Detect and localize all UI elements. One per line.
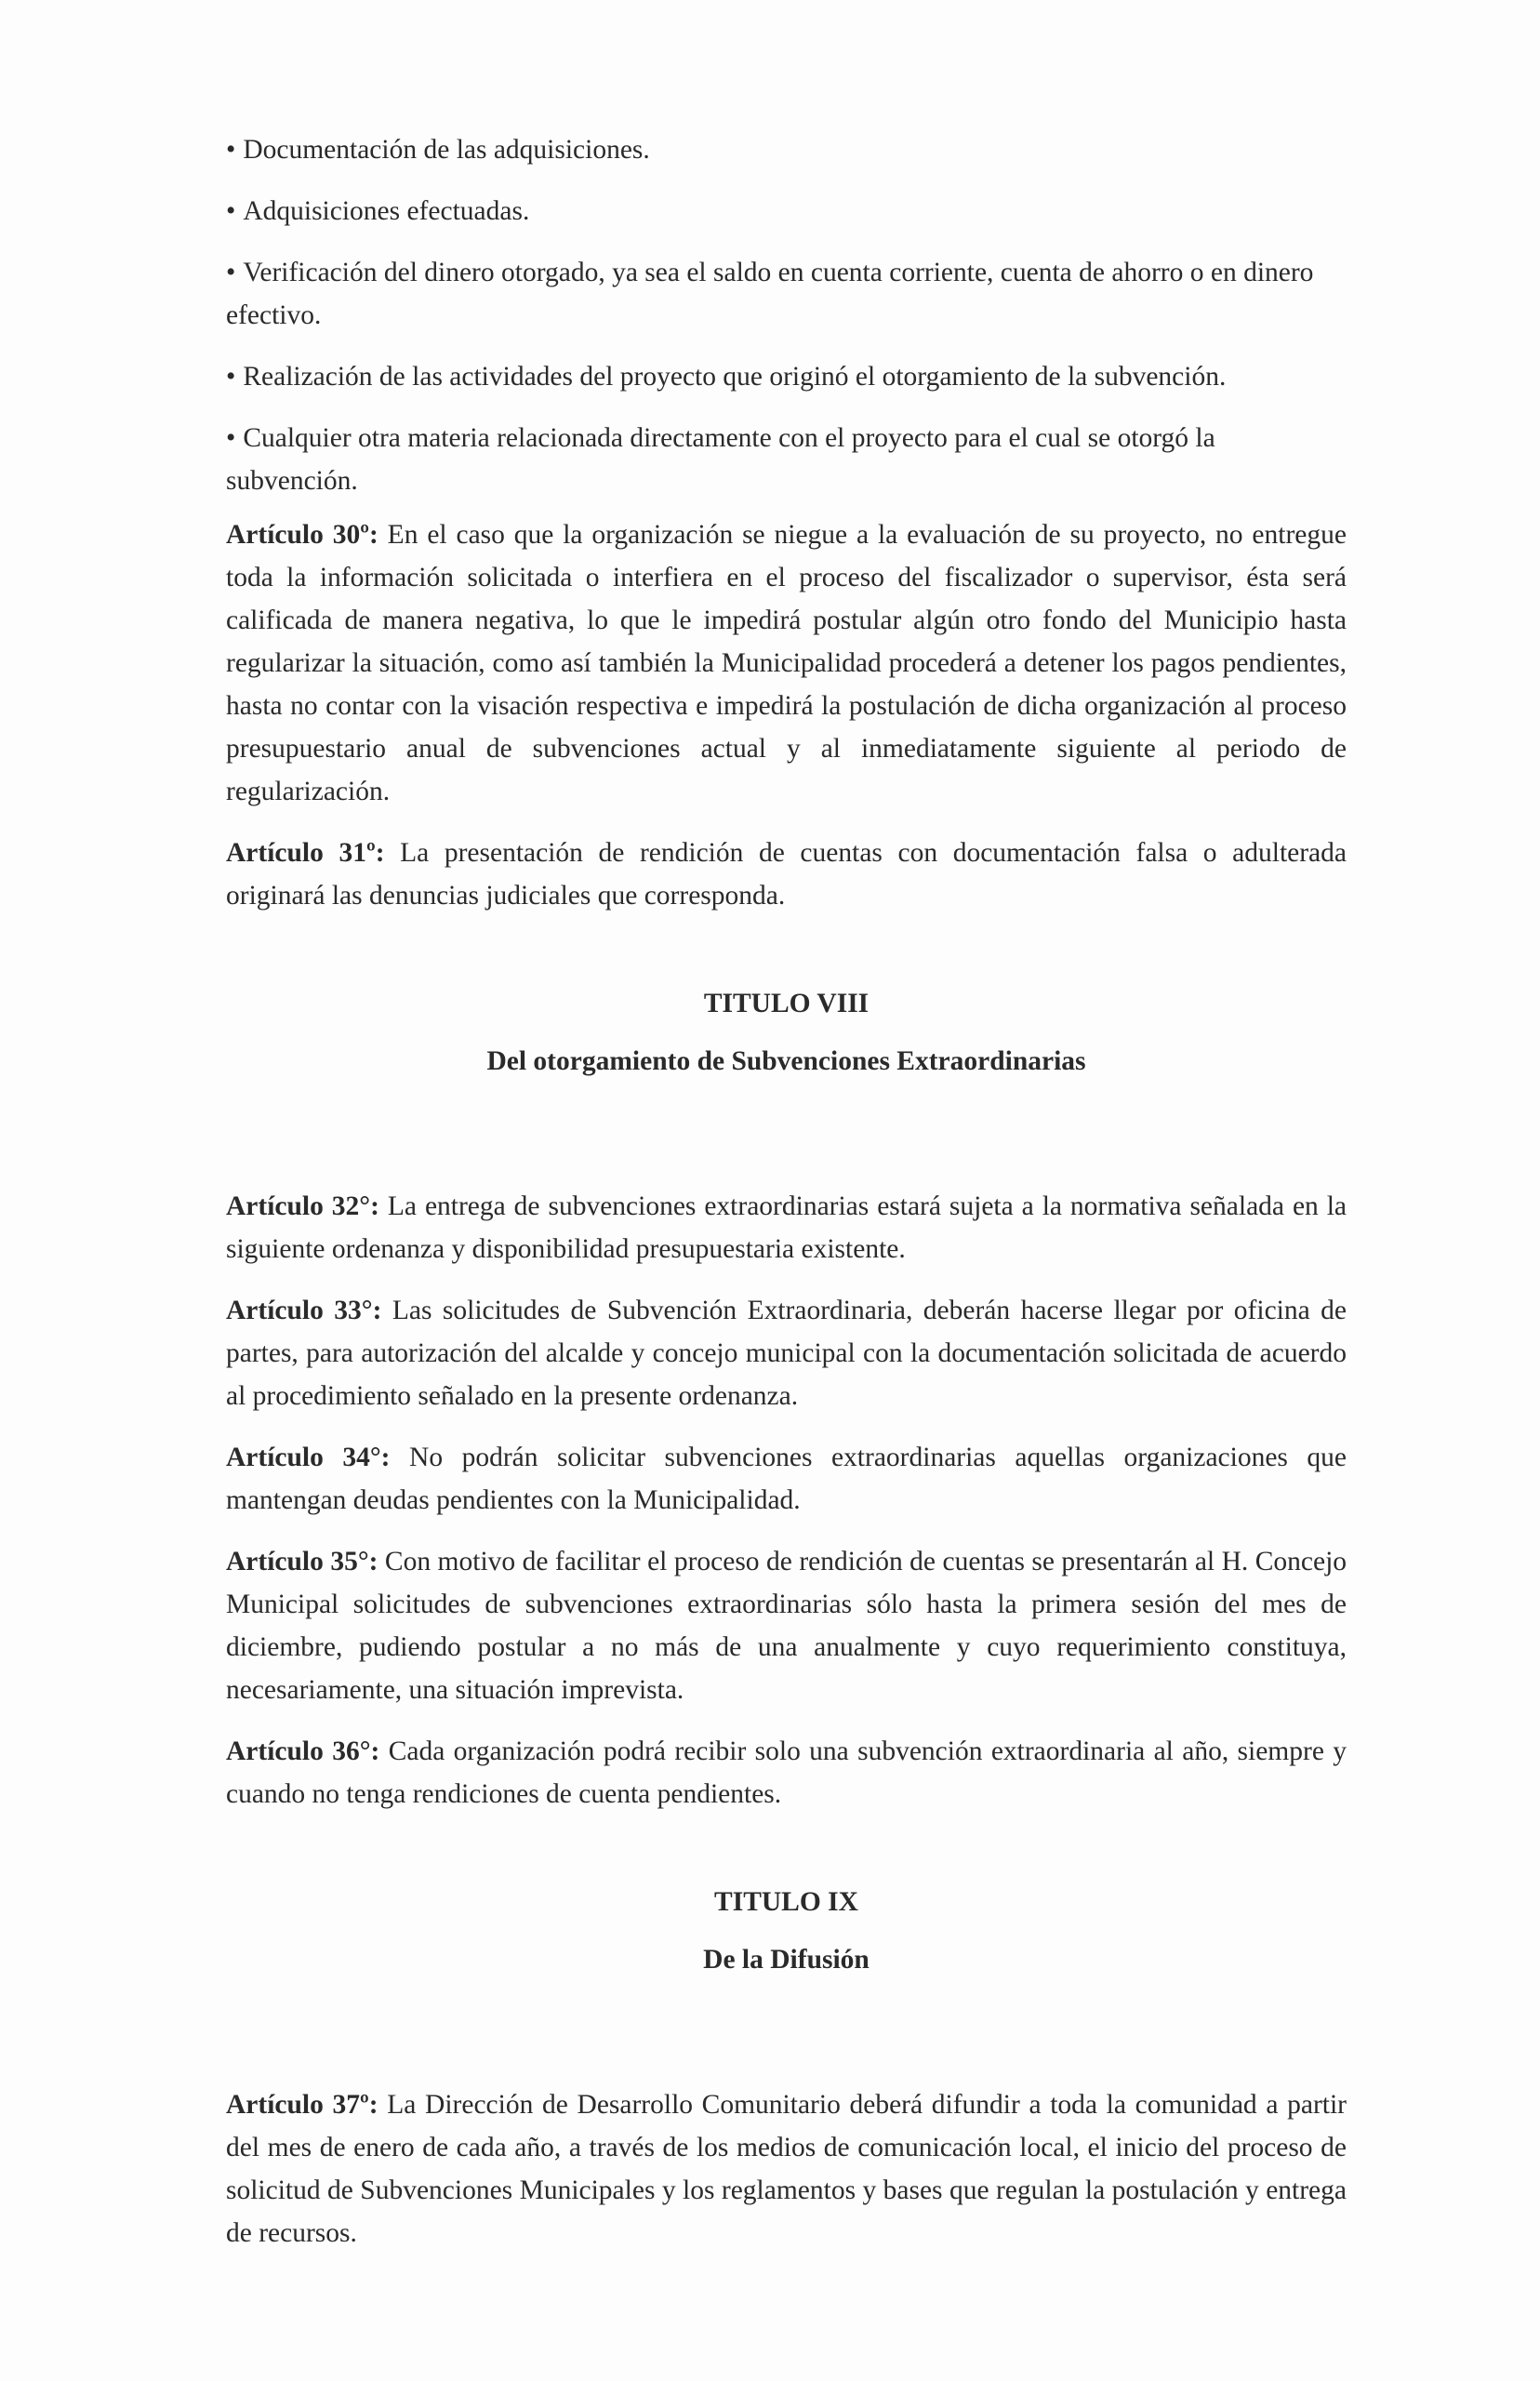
article-34	[226, 1436, 1347, 1522]
article-label: Artículo 30º:	[226, 520, 378, 550]
list-item-text: Adquisiciones efectuadas.	[243, 196, 530, 226]
list-item	[226, 190, 1347, 233]
article-text: La entrega de subvenciones extraordinarias estará sujeta a la normativa señalada en la siguiente ordenanza y disponibilidad presupuestaria existente.	[226, 1191, 1348, 1264]
list-item	[226, 251, 1347, 337]
article-33	[226, 1289, 1347, 1417]
bullet-icon: •	[226, 196, 236, 226]
article-text: La presentación de rendición de cuentas con documentación falsa o adulterada originará las denuncias judiciales que corresponda.	[226, 838, 1347, 911]
article-text: Con motivo de facilitar el proceso de rendición de cuentas se presentarán al H. Concejo Municipal solicitudes de subvenciones extraordinarias sólo hasta la primera sesión del mes de diciembre, pudiendo postular a no más de una anualmente y cuyo requerimiento constituya, necesariamente, una situación imprevista.	[226, 1547, 1348, 1705]
list-item-text: Documentación de las adquisiciones.	[243, 135, 650, 165]
article-label: Artículo 36°:	[226, 1736, 380, 1766]
article-label: Artículo 37º:	[226, 2090, 378, 2120]
section-title: TITULO VIII	[703, 989, 870, 1018]
article-35	[226, 1540, 1347, 1711]
list-item-text: Verificación del dinero otorgado, ya sea el saldo en cuenta corriente, cuenta de ahorro o en dinero efectivo.	[226, 258, 1314, 330]
list-item	[226, 417, 1347, 502]
article-text: Cada organización podrá recibir solo una subvención extraordinaria al año, siempre y cuando no tenga rendiciones de cuenta pendientes.	[226, 1736, 1348, 1809]
article-text: No podrán solicitar subvenciones extraordinarias aquellas organizaciones que mantengan deudas pendientes con la Municipalidad.	[226, 1443, 1348, 1515]
article-36	[226, 1730, 1347, 1816]
article-37	[226, 2083, 1347, 2255]
list-item	[226, 355, 1347, 398]
document-body	[226, 128, 1347, 2273]
bullet-icon: •	[226, 423, 236, 453]
article-text: La Dirección de Desarrollo Comunitario deberá difundir a toda la comunidad a partir del mes de enero de cada año, a través de los medios de comunicación local, el inicio del proceso de solicitud de Subvenciones Municipales y los reglamentos y bases que regulan la postulación y entrega de recursos.	[226, 2090, 1347, 2248]
bullet-icon: •	[226, 362, 236, 392]
bullet-icon: •	[226, 258, 236, 287]
list-item-text: Cualquier otra materia relacionada directamente con el proyecto para el cual se otorgó la subvención.	[226, 423, 1215, 496]
section-subtitle: De la Difusión	[703, 1945, 870, 1975]
section-title: TITULO IX	[714, 1887, 858, 1917]
article-text: En el caso que la organización se niegue a la evaluación de su proyecto, no entregue toda la información solicitada o interfiera en el proceso del fiscalizador o supervisor, ésta será calificada de manera negativa, lo que le impedirá postular algún otro fondo del Municipio hasta regularizar la situación, como así también la Municipalidad procederá a detener los pagos pendientes, hasta no contar con la visación respectiva e impedirá la postulación de dicha organización al proceso presupuestario anual de subvenciones actual y al inmediatamente siguiente al periodo de regularización.	[226, 520, 1347, 806]
article-30	[226, 513, 1347, 813]
section-heading-titulo-viii	[226, 982, 1347, 1083]
article-label: Artículo 35°:	[226, 1547, 378, 1576]
bullet-list	[226, 128, 1347, 502]
article-label: Artículo 33°:	[226, 1296, 382, 1325]
article-label: Artículo 34°:	[226, 1443, 391, 1472]
article-label: Artículo 31º:	[226, 838, 385, 868]
section-subtitle: Del otorgamiento de Subvenciones Extraordinarias	[486, 1046, 1086, 1076]
article-31	[226, 831, 1347, 917]
bullet-icon: •	[226, 135, 236, 165]
section-heading-titulo-ix	[226, 1881, 1347, 1981]
article-label: Artículo 32°:	[226, 1191, 379, 1221]
list-item	[226, 128, 1347, 171]
list-item-text: Realización de las actividades del proyecto que originó el otorgamiento de la subvención.	[243, 362, 1227, 392]
article-32	[226, 1185, 1347, 1270]
article-text: Las solicitudes de Subvención Extraordinaria, deberán hacerse llegar por oficina de partes, para autorización del alcalde y concejo municipal con la documentación solicitada de acuerdo al procedimiento señalado en la presente ordenanza.	[226, 1296, 1348, 1411]
